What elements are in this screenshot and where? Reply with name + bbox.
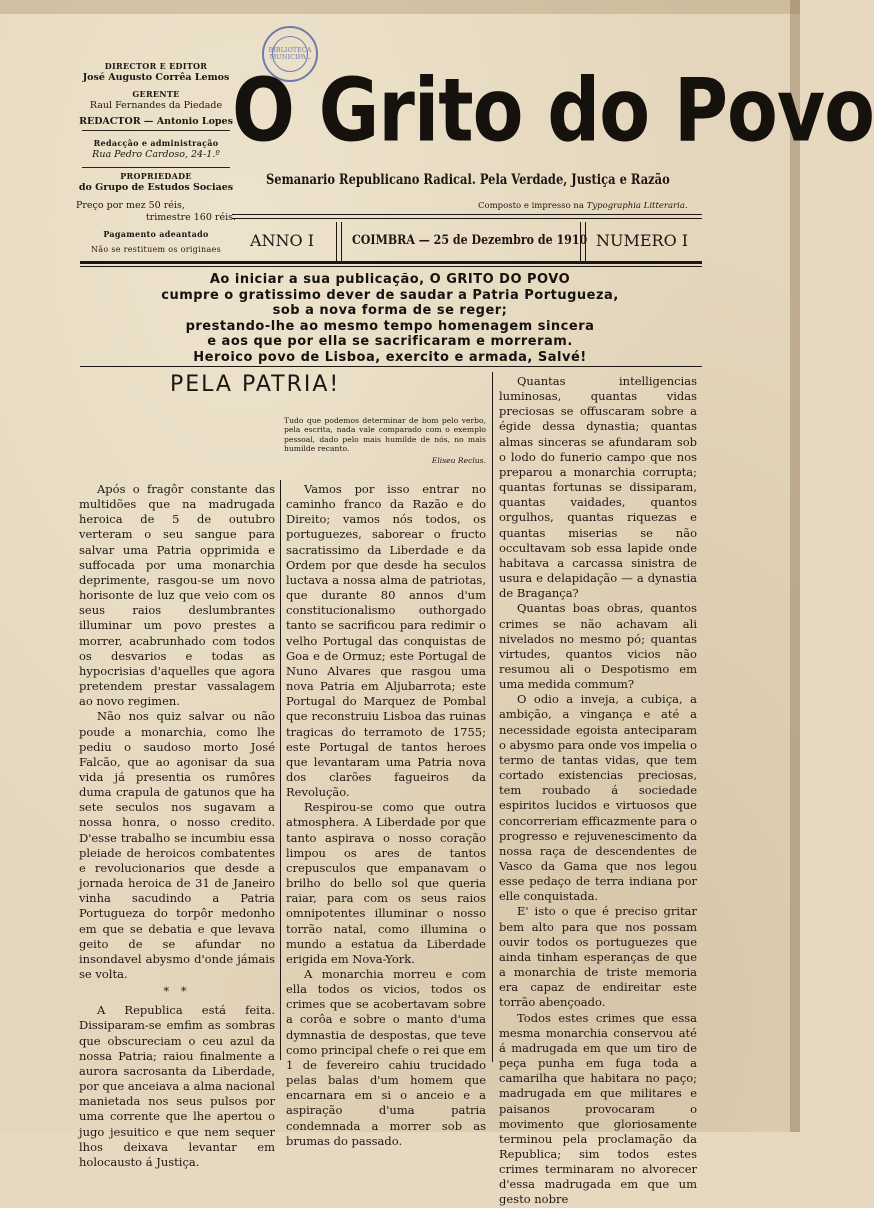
paragraph: A Republica está feita. Dissiparam-se emfim as sombras que obscureciam o ceu azul da nossa Patria; raiou finalmente a aurora sacrosanta da Liberdade, por que anceiava a alma nacional manietada nos seus pulsos por uma corrente que lhe apertou o jugo jesuitico e que nem sequer lhos deixava levantar em holocausto á Justiça. bbox=[79, 1003, 275, 1169]
no-return-note: Não se restituem os originaes bbox=[91, 245, 221, 254]
property-name: do Grupo de Estudos Sociaes bbox=[78, 182, 234, 193]
masthead-title: O Grito do Povo bbox=[232, 60, 874, 162]
header-credits bbox=[76, 60, 236, 256]
printer-prefix: Composto e impresso na bbox=[478, 201, 584, 211]
issue-rule-bottom bbox=[80, 261, 702, 264]
announcement-line: cumpre o gratissimo dever de saudar a Patria Portugueza, bbox=[161, 287, 619, 303]
paragraph: Quantas intelligencias luminosas, quantas vidas preciosas se offuscaram sobre a égide dessa dynastia; quantas almas sinceras se afundaram sob o lodo do funerio campo que nos preparou a monarchia corrupta; quantas fortunas se dissiparam, quantas vaidades, quantos orgulhos, quantas riquezas e quantas miserias se não occultavam sob essa lapide onde habitava a carcassa sinistra de usura e delapidação — a dynastia de Bragança? bbox=[499, 374, 697, 601]
announcement-line: Heroico povo de Lisboa, exercito e armada, Salvé! bbox=[193, 349, 587, 365]
opening-announcement bbox=[80, 272, 700, 365]
manager-label: GERENTE bbox=[132, 89, 180, 99]
issue-divider bbox=[580, 222, 581, 262]
printer-credit: Composto e impresso na Typographia Litteraria. bbox=[478, 201, 688, 211]
issue-number: NUMERO I bbox=[596, 231, 689, 250]
paragraph: A monarchia morreu e com ella todos os vicios, todos os crimes que se acobertavam sobre a corôa e sobre o manto d'uma dymnastia de despostas, que teve como principal chefe o rei que em 1 de fevereiro cahiu trucidado pelas balas d'um homem que encarnara em si o anceio e a aspiração d'uma patria condemnada a morrer sob as brumas do passado. bbox=[286, 967, 486, 1148]
article-title: PELA PATRIA! bbox=[170, 372, 341, 397]
article-column-3 bbox=[499, 374, 697, 1208]
column-divider bbox=[280, 480, 281, 1060]
issue-year: ANNO I bbox=[250, 231, 315, 250]
paragraph: Não nos quiz salvar ou não poude a monarchia, como lhe pediu o saudoso morto José Falcão, que ao agonisar da sua vida já presentia os rumôres duma crapula de gatunos que ha sete seculos nos sugavam a nossa honra, o nosso credito. D'esse trabalho se incumbiu essa pleiade de heroicos combatentes e revolucionarios que desde a jornada heroica de 31 de Janeiro vinha sacudindo a Patria Portugueza do torpôr medonho em que se debatia e que levava geito de se afundar no insondavel abysmo d'onde jámais se volta. bbox=[79, 709, 275, 981]
paragraph: E' isto o que é preciso gritar bem alto para que nos possam ouvir todos os portuguezes que ainda tinham esperanças de que a monarchia de triste memoria era capaz de endireitar este torrão abençoado. bbox=[499, 904, 697, 1010]
issue-divider bbox=[341, 222, 342, 262]
column-divider bbox=[492, 372, 493, 1062]
header-divider bbox=[82, 130, 230, 131]
issue-divider bbox=[585, 222, 586, 262]
announcement-line: prestando-lhe ao mesmo tempo homenagem sincera bbox=[185, 318, 595, 334]
paper-edge-right bbox=[790, 0, 800, 1132]
article-column-1 bbox=[79, 482, 275, 1170]
office-address: Rua Pedro Cardoso, 24-1.º bbox=[92, 149, 220, 160]
paper-edge-top bbox=[0, 0, 800, 14]
announcement-line: Ao iniciar a sua publicação, O GRITO DO POVO bbox=[209, 272, 571, 287]
announcement-line: sob a nova forma de se reger; bbox=[272, 303, 508, 318]
issue-rule-top bbox=[232, 218, 702, 219]
paragraph: O odio a inveja, a cubiça, a ambição, a vingança e até a necessidade egoista anteciparam o abysmo para onde vos impelia o termo de tantas vidas, que tem cortado existencias preciosas, tem roubado á sociedade espiritos lucidos e virtuosos que concorreriam efficazmente para o progresso e rejuvenescimento da nossa raça de descendentes de Vasco da Gama que nos legou esse pedaço de terra indiana por elle conquistada. bbox=[499, 692, 697, 904]
article-column-2 bbox=[286, 482, 486, 1149]
article-epigraph bbox=[284, 416, 486, 465]
header-rule bbox=[232, 214, 702, 215]
announcement-line: e aos que por ella se sacrificaram e morreram. bbox=[207, 334, 573, 349]
property-label: PROPRIEDADE bbox=[120, 171, 192, 181]
announcement-rule bbox=[80, 366, 702, 367]
section-stars: * * bbox=[163, 984, 191, 999]
director-name: José Augusto Corrêa Lemos bbox=[82, 72, 230, 83]
payment-note: Pagamento adeantado bbox=[103, 229, 209, 239]
paragraph: Vamos por isso entrar no caminho franco da Razão e do Direito; vamos nós todos, os portuguezes, saborear o fructo sacratissimo da Liberdade e da Ordem por que desde ha seculos luctava a nossa alma de patriotas, que durante 80 annos d'um constitucionalismo outhorgado tanto se sacrificou para redimir o velho Portugal das conquistas de Goa e de Ormuz; este Portugal de Nuno Alvares que rasgou uma nova Patria em Aljubarrota; este Portugal do Marquez de Pombal que reconstruiu Lisboa das ruinas tragicas do terramoto de 1755; este Portugal de tantos heroes que levantaram uma Patria nova dos clarões fagueiros da Revolução. bbox=[286, 482, 486, 800]
price-line-2: trimestre 160 réis. bbox=[145, 212, 236, 223]
header-divider bbox=[82, 167, 230, 168]
office-label: Redacção e administração bbox=[93, 138, 219, 148]
epigraph-text: Tudo que podemos determinar de bom pelo verbo, pela escrita, nada vale comparado com o exemplo pessoal, dado pelo mais humilde de nós, no mais humilde recanto. bbox=[284, 416, 486, 454]
printer-name: Typographia Litteraria bbox=[586, 201, 685, 211]
paragraph: Todos estes crimes que essa mesma monarchia conservou até á madrugada em que um tiro de peça punha em fuga toda a camarilha que habitara no paço; madrugada em que militares e paisanos provocaram o movimento que gloriosamente terminou pela proclamação da Republica; sim todos estes crimes terminaram no alvorecer d'essa madrugada em que um gesto nobre bbox=[499, 1010, 697, 1207]
manager-name: Raul Fernandes da Piedade bbox=[89, 100, 223, 111]
paragraph: Respirou-se como que outra atmosphera. A Liberdade por que tanto aspirava o nosso coração limpou os ares de tantos crepusculos que empanavam o brilho do bello sol que queria raiar, para com os seus raios omnipotentes illuminar o nosso torrão natal, como illumina o mundo a estatua da Liberdade erigida em Nova-York. bbox=[286, 800, 486, 966]
library-stamp-text: BIBLIOTECA MUNICIPAL bbox=[272, 36, 308, 72]
issue-rule-bottom-thin bbox=[80, 266, 702, 267]
issue-divider bbox=[336, 222, 337, 262]
editor-line: REDACTOR — Antonio Lopes bbox=[79, 116, 233, 127]
issue-date: COIMBRA — 25 de Dezembro de 1910 bbox=[352, 233, 588, 248]
masthead-subtitle: Semanario Republicano Radical. Pela Verdade, Justiça e Razão bbox=[266, 172, 670, 188]
price-line-1: Preço por mez 50 réis, bbox=[76, 200, 185, 211]
director-label: DIRECTOR E EDITOR bbox=[104, 61, 208, 71]
epigraph-author: Eliseu Reclus. bbox=[431, 455, 486, 465]
paragraph: Após o fragôr constante das multidões que na madrugada heroica de 5 de outubro verteram o seu sangue para salvar uma Patria opprimida e suffocada por uma monarchia deprimente, rasgou-se um novo horisonte de luz que veio com os seus raios deslumbrantes illuminar um povo prestes a morrer, acabrunhado com todos os desvarios e todas as hypocrisias d'aquelles que agora pretendem prestar vassalagem ao novo regimen. bbox=[79, 482, 275, 709]
paragraph: Quantas boas obras, quantos crimes se não achavam ali nivelados no mesmo pó; quantas virtudes, quantos vicios não resumou ali o Despotismo em uma medida commum? bbox=[499, 601, 697, 692]
